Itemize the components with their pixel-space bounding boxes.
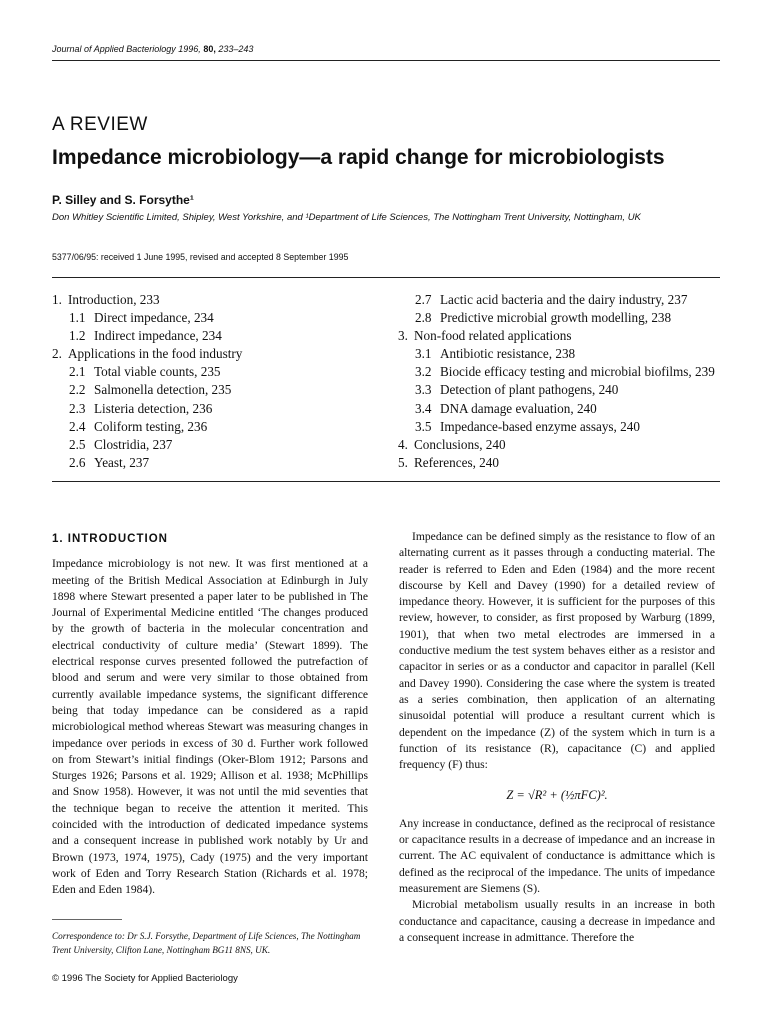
toc-entry-number: 3. xyxy=(398,328,408,344)
toc-entry-number: 2.6 xyxy=(69,454,86,470)
toc-entry-number: 2.3 xyxy=(69,400,86,416)
toc-entry-text: Total viable counts, 235 xyxy=(94,364,221,380)
toc-entry xyxy=(52,291,242,309)
header-rule xyxy=(52,60,720,61)
impedance-definition-paragraph: Impedance can be defined simply as the resistance to flow of an alternating current as it passes through a conducting material. The reader is referred to Eden and Eden (1984) and the more recent discourse by Kell and Davey (1990) for a detailed review of impedance theory. However, it is sufficient for the purposes of this review, however, to consider, as first proposed by Warburg (1899, 1901), that when two metal electrodes are immersed in a conductive medium the test system behaves either as a resistor and capacitor in series or as a conductor and capacitor in parallel (Kell and Davey 1990). Considering the case where the system is treated as a series combination, then application of an alternating sinusoidal potential will produce a resultant current which is dependent on the impedance (Z) of the system which in turn is a function of its resistance (R), capacitance (C) and applied frequency (F) thus: xyxy=(399,530,715,772)
journal-volume: 80, xyxy=(203,44,216,54)
intro-paragraph: Impedance microbiology is not new. It was first mentioned at a meeting of the British Medical Association at Edinburgh in July 1898 where Stewart presented a paper later to be published in The Journal of Experimental Medicine entitled ‘The changes produced by the growth of bacteria in the molecular concentration and electrical conductivity of culture media’ (Stewart 1899). The electrical response curves presented followed the putrefaction of blood and serum and were very similar to those obtained from currently available impedance systems, the significant difference being that today impedance can be considered as a rapid microbiological method whereas Stewart was measuring changes in impedance over periods in excess of 30 d. Further work followed on from Stewart’s initial findings (Oker-Blom 1912; Parsons and Sturges 1926; Parsons et al. 1929; Allison et al. 1938; McPhillips and Snow 1958). However, it was not until the mid seventies that the technique began to receive the attention it merited. This coincided with the introduction of dedicated impedance systems and a consequent increase in published work notably by Ur and Brown (1973, 1974, 1975), Cady (1975) and the very important work of Eden and Torry Research Station (Richards et al. 1978; Eden and Eden 1984). xyxy=(52,557,368,897)
toc-entry-number: 2.5 xyxy=(69,436,86,452)
toc-entry-number: 1.1 xyxy=(69,310,86,326)
toc-entry-number: 3.2 xyxy=(415,364,432,380)
toc-entry xyxy=(52,381,242,399)
footnote-rule xyxy=(52,919,122,920)
toc-entry-number: 3.4 xyxy=(415,400,432,416)
received-dates: 5377/06/95: received 1 June 1995, revised and accepted 8 September 1995 xyxy=(52,252,349,262)
article-title: Impedance microbiology—a rapid change for microbiologists xyxy=(52,146,665,169)
toc-top-rule xyxy=(52,277,720,278)
toc-entry-number: 3.1 xyxy=(415,346,432,362)
toc-entry-text: Predictive microbial growth modelling, 238 xyxy=(440,310,672,326)
section-label: A REVIEW xyxy=(52,114,148,135)
toc-entry xyxy=(398,345,715,363)
toc-entry-number: 4. xyxy=(398,436,408,452)
toc-left-column xyxy=(52,291,242,472)
intro-left-column xyxy=(52,531,368,899)
toc-entry-text: Yeast, 237 xyxy=(94,454,150,470)
correspondence-note: Correspondence to: Dr S.J. Forsythe, Department of Life Sciences, The Nottingham Trent University, Clifton Lane, Nottingham BG11 8NS, UK. xyxy=(52,931,361,955)
toc-entry xyxy=(52,309,242,327)
conductance-paragraph: Any increase in conductance, defined as the reciprocal of resistance or capacitance results in a decrease of impedance and an increase in current. The AC equivalent of conductance is admittance which is defined as the reciprocal of the impedance. The units of impedance measurement are Siemens (S). xyxy=(399,816,715,895)
copyright-notice: © 1996 The Society for Applied Bacteriology xyxy=(52,973,238,984)
toc-entry-text: Listeria detection, 236 xyxy=(94,400,213,416)
toc-entry-text: Non-food related applications xyxy=(414,328,572,344)
toc-entry-number: 2.7 xyxy=(415,292,432,307)
journal-citation xyxy=(52,44,720,54)
toc-entry xyxy=(398,454,715,472)
toc-entry xyxy=(52,345,242,363)
toc-entry-number: 1. xyxy=(52,292,62,307)
toc-entry-number: 5. xyxy=(398,454,408,470)
toc-entry-text: Direct impedance, 234 xyxy=(94,310,214,326)
toc-entry-text: Biocide efficacy testing and microbial biofilms, 239 xyxy=(440,364,715,380)
toc-entry-text: References, 240 xyxy=(414,454,499,470)
toc-entry-text: Clostridia, 237 xyxy=(94,436,173,452)
toc-entry-text: Coliform testing, 236 xyxy=(94,418,208,434)
toc-entry-number: 3.3 xyxy=(415,382,432,398)
toc-entry-number: 2.1 xyxy=(69,364,86,380)
toc-entry xyxy=(398,436,715,454)
toc-entry xyxy=(398,363,715,381)
toc-entry-text: Antibiotic resistance, 238 xyxy=(440,346,576,362)
toc-entry xyxy=(52,436,242,454)
toc-entry xyxy=(398,291,715,309)
toc-entry-text: Indirect impedance, 234 xyxy=(94,328,222,344)
toc-entry-text: DNA damage evaluation, 240 xyxy=(440,400,597,416)
toc-entry-text: Lactic acid bacteria and the dairy industry, 237 xyxy=(440,292,688,307)
toc-entry-number: 2.2 xyxy=(69,382,86,398)
toc-entry xyxy=(398,400,715,418)
toc-entry xyxy=(52,418,242,436)
authors: P. Silley and S. Forsythe¹ xyxy=(52,193,194,207)
journal-year: 1996, xyxy=(178,44,201,54)
toc-entry-number: 3.5 xyxy=(415,418,432,434)
section-heading-introduction: 1. INTRODUCTION xyxy=(52,533,168,545)
toc-bottom-rule xyxy=(52,481,720,482)
toc-entry-text: Conclusions, 240 xyxy=(414,436,506,452)
affiliation: Don Whitley Scientific Limited, Shipley, West Yorkshire, and ¹Department of Life Sciences, The Nottingham Trent University, Nottingham, UK xyxy=(52,212,641,223)
impedance-formula: Z = √R² + (½πFC)². xyxy=(506,788,608,803)
journal-pages: 233–243 xyxy=(218,44,254,54)
toc-entry-text: Introduction, 233 xyxy=(68,292,160,307)
toc-entry-number: 2.4 xyxy=(69,418,86,434)
toc-entry xyxy=(398,327,715,345)
toc-right-column xyxy=(398,291,715,472)
toc-entry xyxy=(52,454,242,472)
toc-entry-text: Detection of plant pathogens, 240 xyxy=(440,382,619,398)
toc-entry-text: Applications in the food industry xyxy=(68,346,243,362)
toc-entry xyxy=(398,381,715,399)
toc-entry-text: Salmonella detection, 235 xyxy=(94,382,232,398)
toc-entry xyxy=(398,309,715,327)
toc-entry-number: 1.2 xyxy=(69,328,86,344)
toc-entry-number: 2.8 xyxy=(415,310,432,326)
toc-entry xyxy=(52,400,242,418)
metabolism-paragraph: Microbial metabolism usually results in an increase in both conductance and capacitance, causing a decrease in impedance and a consequent increase in admittance. Therefore the xyxy=(399,898,715,944)
toc-entry-number: 2. xyxy=(52,346,62,362)
toc-entry xyxy=(52,327,242,345)
toc-entry xyxy=(52,363,242,381)
toc-entry-text: Impedance-based enzyme assays, 240 xyxy=(440,418,640,434)
journal-name: Journal of Applied Bacteriology xyxy=(52,44,176,54)
toc-entry xyxy=(398,418,715,436)
intro-right-column xyxy=(399,529,715,946)
